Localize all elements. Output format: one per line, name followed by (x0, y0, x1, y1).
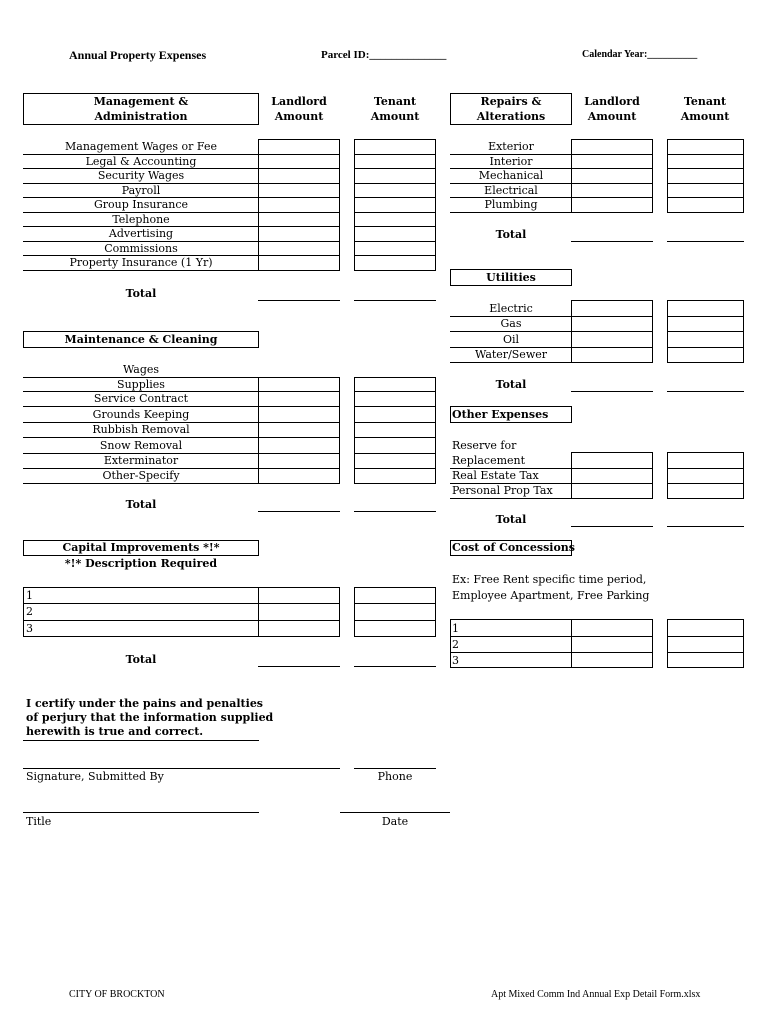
tenant-amount-input[interactable] (354, 587, 436, 604)
tenant-header-left: Tenant (373, 95, 417, 108)
landlord-amount-input[interactable] (571, 183, 653, 198)
landlord-amount-input[interactable] (571, 197, 653, 213)
tenant-header-right: Tenant (683, 95, 727, 108)
date-line[interactable] (340, 812, 450, 813)
tenant-amount-input[interactable] (354, 603, 436, 621)
capital-note: *!* Description Required (64, 557, 218, 570)
expense-label: Electrical (484, 184, 538, 197)
concessions-row-number: 3 (452, 654, 459, 667)
landlord-amount-input[interactable] (258, 468, 340, 484)
other-total-label: Total (495, 513, 527, 526)
capital-row-number: 2 (26, 605, 33, 618)
maintenance-heading: Maintenance & Cleaning (64, 333, 218, 346)
management-total-label: Total (125, 287, 157, 300)
tenant-amount-input[interactable] (667, 652, 744, 668)
utilities-tenant-total-line[interactable] (667, 391, 744, 392)
expense-label: Plumbing (484, 198, 538, 211)
tenant-amount-input[interactable] (667, 452, 744, 469)
tenant-amount-input[interactable] (667, 316, 744, 332)
capital-tenant-total-line[interactable] (354, 666, 436, 667)
tenant-amount-input[interactable] (354, 468, 436, 484)
expense-label: Snow Removal (99, 439, 183, 452)
concessions-heading: Cost of Concessions (452, 541, 575, 554)
expense-label: Management Wages or Fee (65, 140, 217, 153)
landlord-amount-input[interactable] (258, 197, 340, 213)
certification-line1: I certify under the pains and penalties (26, 697, 264, 710)
landlord-amount-input[interactable] (571, 347, 653, 363)
expense-label: Rubbish Removal (92, 423, 190, 436)
landlord-amount-input[interactable] (258, 422, 340, 438)
repairs-heading-line2: Alterations (476, 110, 546, 123)
expense-label: Group Insurance (93, 198, 189, 211)
capital-total-label: Total (125, 653, 157, 666)
landlord-amount-input[interactable] (571, 468, 653, 484)
tenant-amount-input[interactable] (667, 347, 744, 363)
tenant-amount-input[interactable] (354, 154, 436, 169)
landlord-amount-input[interactable] (571, 300, 653, 317)
management-heading-line2: Administration (94, 110, 188, 123)
landlord-amount-input[interactable] (258, 212, 340, 227)
tenant-amount-input[interactable] (667, 139, 744, 155)
tenant-amount-input[interactable] (354, 241, 436, 256)
tenant-amount-input[interactable] (354, 377, 436, 392)
tenant-amount-input[interactable] (667, 300, 744, 317)
tenant-amount-input[interactable] (667, 197, 744, 213)
expense-label: Security Wages (97, 169, 185, 182)
title-label: Title (26, 815, 52, 828)
date-label: Date (381, 815, 409, 828)
tenant-amount-input[interactable] (667, 168, 744, 184)
footer-city: CITY OF BROCKTON (69, 989, 165, 1000)
landlord-amount-input[interactable] (258, 255, 340, 271)
expense-label: Oil (502, 333, 520, 346)
expense-label: Grounds Keeping (92, 408, 190, 421)
other-tenant-total-line[interactable] (667, 526, 744, 527)
maintenance-total-label: Total (125, 498, 157, 511)
landlord-header-right: Landlord (584, 95, 640, 108)
landlord-amount-input[interactable] (258, 241, 340, 256)
landlord-amount-input[interactable] (258, 391, 340, 407)
tenant-amount-input[interactable] (354, 391, 436, 407)
tenant-amount-input[interactable] (354, 183, 436, 198)
landlord-amount-input[interactable] (258, 168, 340, 184)
tenant-amount-input[interactable] (667, 154, 744, 169)
tenant-amount-input[interactable] (667, 483, 744, 499)
management-heading-line1: Management & (93, 95, 189, 108)
landlord-amount-input[interactable] (258, 453, 340, 469)
landlord-amount-input[interactable] (571, 652, 653, 668)
capital-description-box (23, 587, 259, 637)
parcel-id-field[interactable]: Parcel ID:______________ (321, 49, 447, 61)
expense-label: Exterior (488, 140, 534, 153)
expense-label: Payroll (121, 184, 161, 197)
tenant-amount-input[interactable] (667, 468, 744, 484)
landlord-amount-input[interactable] (571, 636, 653, 653)
title-line[interactable] (23, 812, 259, 813)
landlord-amount-input[interactable] (258, 139, 340, 155)
tenant-subheader-right: Amount (680, 110, 730, 123)
expense-label: Property Insurance (1 Yr) (69, 256, 213, 269)
certification-line2: of perjury that the information supplied (26, 711, 274, 724)
expense-label: Mechanical (478, 169, 544, 182)
landlord-amount-input[interactable] (571, 316, 653, 332)
expense-label: Electric (489, 302, 533, 315)
maintenance-tenant-total-line[interactable] (354, 511, 436, 512)
tenant-amount-input[interactable] (667, 183, 744, 198)
expense-label: Wages (122, 363, 160, 376)
footer-filename: Apt Mixed Comm Ind Annual Exp Detail Form.xlsx (491, 989, 701, 1000)
expense-label: Service Contract (93, 392, 189, 405)
signature-line[interactable] (23, 768, 340, 769)
tenant-amount-input[interactable] (354, 453, 436, 469)
expense-label: Water/Sewer (474, 348, 548, 361)
tenant-amount-input[interactable] (667, 636, 744, 653)
landlord-amount-input[interactable] (571, 619, 653, 637)
landlord-subheader-right: Amount (587, 110, 637, 123)
tenant-amount-input[interactable] (667, 619, 744, 637)
landlord-amount-input[interactable] (571, 452, 653, 469)
other-landlord-total-line[interactable] (571, 526, 653, 527)
tenant-amount-input[interactable] (354, 139, 436, 155)
capital-landlord-total-line[interactable] (258, 666, 340, 667)
landlord-amount-input[interactable] (258, 377, 340, 392)
landlord-amount-input[interactable] (571, 168, 653, 184)
expense-label: Exterminator (103, 454, 179, 467)
tenant-amount-input[interactable] (354, 620, 436, 637)
tenant-amount-input[interactable] (354, 197, 436, 213)
expense-label: Personal Prop Tax (452, 484, 553, 497)
expense-label: Supplies (117, 378, 165, 391)
landlord-amount-input[interactable] (258, 587, 340, 604)
other-heading: Other Expenses (452, 408, 549, 421)
landlord-amount-input[interactable] (258, 620, 340, 637)
expense-label: Interior (489, 155, 533, 168)
repairs-tenant-total-line[interactable] (667, 241, 744, 242)
landlord-amount-input[interactable] (258, 226, 340, 242)
expense-label: Gas (500, 317, 522, 330)
tenant-amount-input[interactable] (667, 331, 744, 348)
repairs-total-label: Total (495, 228, 527, 241)
expense-label: Reserve for (452, 439, 517, 452)
landlord-header-left: Landlord (271, 95, 327, 108)
management-tenant-total-line[interactable] (354, 300, 436, 301)
concessions-example-line2: Employee Apartment, Free Parking (452, 589, 650, 602)
phone-line[interactable] (354, 768, 436, 769)
capital-row-number: 1 (26, 589, 33, 602)
expense-label: Legal & Accounting (85, 155, 197, 168)
tenant-amount-input[interactable] (354, 212, 436, 227)
maintenance-landlord-total-line[interactable] (258, 511, 340, 512)
repairs-landlord-total-line[interactable] (571, 241, 653, 242)
phone-label: Phone (377, 770, 413, 783)
expense-label: Commissions (104, 242, 178, 255)
signature-label: Signature, Submitted By (26, 770, 164, 783)
tenant-subheader-left: Amount (370, 110, 420, 123)
tenant-amount-input[interactable] (354, 168, 436, 184)
concessions-row-number: 2 (452, 638, 459, 651)
utilities-total-label: Total (495, 378, 527, 391)
landlord-amount-input[interactable] (258, 406, 340, 423)
concessions-example-line1: Ex: Free Rent specific time period, (452, 573, 647, 586)
capital-heading: Capital Improvements *!* (62, 541, 220, 554)
expense-label: Telephone (112, 213, 170, 226)
landlord-amount-input[interactable] (571, 154, 653, 169)
certification-line3: herewith is true and correct. (26, 725, 204, 738)
calendar-year-field[interactable]: Calendar Year:__________ (582, 49, 698, 60)
tenant-amount-input[interactable] (354, 406, 436, 423)
landlord-amount-input[interactable] (571, 483, 653, 499)
tenant-amount-input[interactable] (354, 422, 436, 438)
landlord-amount-input[interactable] (258, 603, 340, 621)
tenant-amount-input[interactable] (354, 437, 436, 454)
utilities-heading: Utilities (486, 271, 536, 284)
concessions-row-number: 1 (452, 622, 459, 635)
management-landlord-total-line[interactable] (258, 300, 340, 301)
landlord-amount-input[interactable] (258, 183, 340, 198)
certification-underline (23, 740, 259, 741)
landlord-amount-input[interactable] (258, 437, 340, 454)
expense-label: Replacement (452, 454, 526, 467)
tenant-amount-input[interactable] (354, 226, 436, 242)
expense-label: Other-Specify (102, 469, 180, 482)
repairs-heading-line1: Repairs & (480, 95, 542, 108)
landlord-amount-input[interactable] (258, 154, 340, 169)
landlord-subheader-left: Amount (274, 110, 324, 123)
expense-label: Real Estate Tax (452, 469, 539, 482)
tenant-amount-input[interactable] (354, 255, 436, 271)
landlord-amount-input[interactable] (571, 139, 653, 155)
capital-row-number: 3 (26, 622, 33, 635)
landlord-amount-input[interactable] (571, 331, 653, 348)
expense-label: Advertising (108, 227, 174, 240)
form-title: Annual Property Expenses (69, 48, 207, 62)
concessions-description-box (450, 619, 572, 668)
utilities-landlord-total-line[interactable] (571, 391, 653, 392)
